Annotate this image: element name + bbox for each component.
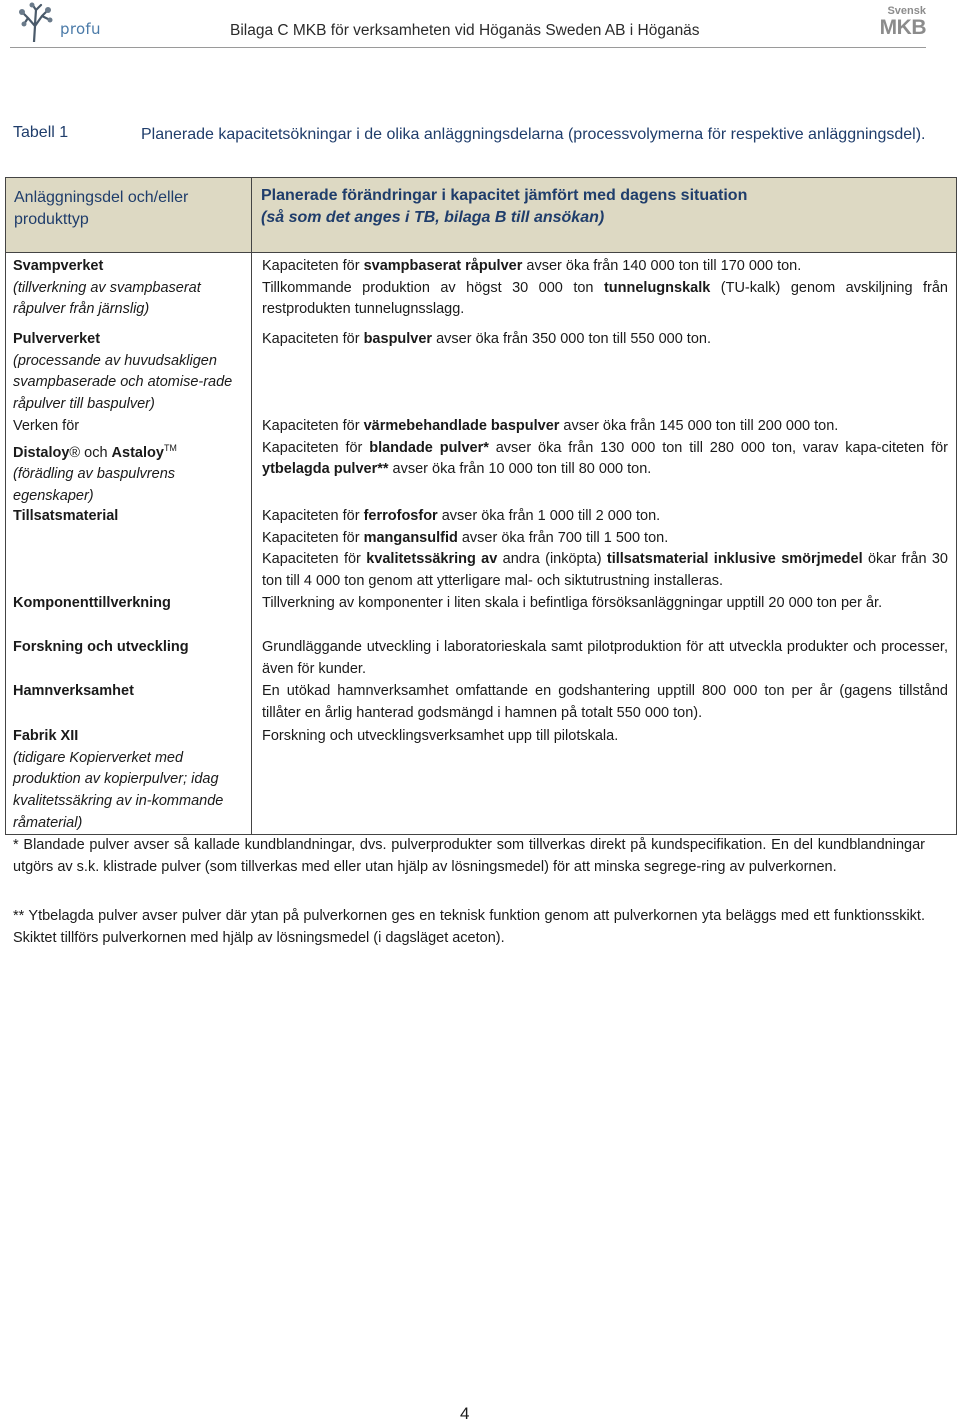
row-verken-name: Verken för Distaloy® och Astaloy™ (förädling av baspulvrens egenskaper) [13, 418, 177, 504]
row-komponent-name: Komponenttillverkning [13, 595, 171, 611]
tillsats-change-2: Kapaciteten för mangansulfid avser öka från 700 till 1 500 ton. [262, 529, 669, 546]
row-svampverket-change [262, 256, 948, 321]
capacity-table [5, 177, 957, 835]
tillsats-change-3: Kapaciteten för kvalitetssäkring av andra (inköpta) tillsatsmaterial inklusive smörjmedel ökar från 30 ton till 4 000 ton genom att ytterligare mal- och siktutrustning installeras. [262, 551, 948, 590]
svampverket-desc: (tillverkning av svampbaserat råpulver från järnslig) [13, 279, 201, 318]
mkb-logo-line1: Svensk [887, 5, 926, 17]
row-komponent-change: Tillverkning av komponenter i liten skala i befintliga försöksanläggningar upptill 20 000 ton per år. [262, 595, 883, 611]
row-pulververket-change: Kapaciteten för baspulver avser öka från 350 000 ton till 550 000 ton. [262, 331, 711, 347]
row-verken-change [262, 416, 948, 481]
page-number: 4 [460, 1404, 470, 1423]
mkb-logo-line2: MKB [879, 16, 926, 39]
svensk-mkb-logo [866, 6, 926, 40]
tree-icon [14, 2, 58, 42]
header-col-changes [261, 185, 941, 229]
pulververket-title: Pulververket [13, 331, 101, 347]
table-header-row [6, 178, 956, 253]
header-col-facility: Anläggningsdel och/eller produkttyp [14, 189, 189, 228]
row-hamn-change: En utökad hamnverksamhet omfattande en godshantering upptill 800 000 ton per år (gagens tillstånd tillåter en årlig hanterad godsmängd i hamnen på totalt 550 000 ton). [262, 683, 948, 721]
svampverket-title: Svampverket [13, 258, 104, 274]
row-hamn-name: Hamnverksamhet [13, 683, 134, 699]
row-forskning-name: Forskning och utveckling [13, 639, 189, 655]
profu-logo [14, 2, 104, 42]
tillsats-change-1: Kapaciteten för ferrofosfor avser öka från 1 000 till 2 000 ton. [262, 508, 661, 524]
row-tillsats-change [262, 506, 948, 593]
row-fabrik-name [13, 726, 248, 835]
verken-change-1: Kapaciteten för värmebehandlade baspulver avser öka från 145 000 ton till 200 000 ton. [262, 418, 839, 434]
verken-change-2: Kapaciteten för blandade pulver* avser öka från 130 000 ton till 280 000 ton, varav kapa-citeten för ytbelagda pulver** avser öka från 10 000 ton till 80 000 ton. [262, 439, 948, 478]
row-tillsats-name [13, 506, 248, 528]
tillsats-title: Tillsatsmaterial [13, 508, 119, 524]
footnote-ytbelagda: ** Ytbelagda pulver avser pulver där ytan på pulverkornen ges en teknisk funktion genom att pulverkornen yta beläggs med ett funktionsskikt. Skiktet tillförs pulverkornen med hjälp av lösningsmedel (i dagsläget aceton). [13, 908, 925, 946]
header-changes-sub: (så som det anges i TB, bilaga B till ansökan) [261, 209, 605, 226]
fabrik-desc: (tidigare Kopierverket med produktion av kopierpulver; idag kvalitetssäkring av in-kommande råmaterial) [13, 749, 224, 831]
header-changes-main: Planerade förändringar i kapacitet jämfört med dagens situation [261, 187, 748, 204]
svampverket-change-1: Kapaciteten för svampbaserat råpulver avser öka från 140 000 ton till 170 000 ton. [262, 258, 802, 274]
profu-logo-text: profu [60, 20, 101, 38]
fabrik-title: Fabrik XII [13, 728, 79, 744]
page-header [10, 0, 926, 48]
row-forskning-change: Grundläggande utveckling i laboratorieskala samt pilotproduktion för att utveckla produkter och processer, även för kunder. [262, 639, 948, 677]
table-caption-text: Planerade kapacitetsökningar i de olika anläggningsdelarna (processvolymerna för respektive anläggningsdel). [141, 126, 926, 143]
svampverket-change-2: Tillkommande produktion av högst 30 000 ton tunnelugnskalk (TU-kalk) genom avskiljning från restprodukten tunnelugnsslagg. [262, 279, 948, 318]
row-pulververket-name [13, 329, 248, 416]
footnote-blandade: * Blandade pulver avser så kallade kundblandningar, dvs. pulverprodukter som tillverkas direkt på kundspecifikation. En del kundblandningar utgörs av s.k. klistrade pulver (som tillverkas med eller utan hjälp av lösningsmedel) för att minska segrege-ring av pulverkornen. [13, 837, 925, 875]
verken-title: Verken för [13, 418, 80, 434]
row-svampverket-name [13, 256, 248, 321]
column-divider [251, 178, 252, 834]
verken-desc: (förädling av baspulvrens egenskaper) [13, 466, 176, 504]
row-fabrik-change: Forskning och utvecklingsverksamhet upp till pilotskala. [262, 728, 619, 744]
table-caption-label: Tabell 1 [13, 124, 69, 141]
pulververket-desc: (processande av huvudsakligen svampbaserade och atomise-rade råpulver till baspulver) [13, 352, 233, 413]
header-title: Bilaga C MKB för verksamheten vid Höganäs Sweden AB i Höganäs [230, 22, 700, 39]
